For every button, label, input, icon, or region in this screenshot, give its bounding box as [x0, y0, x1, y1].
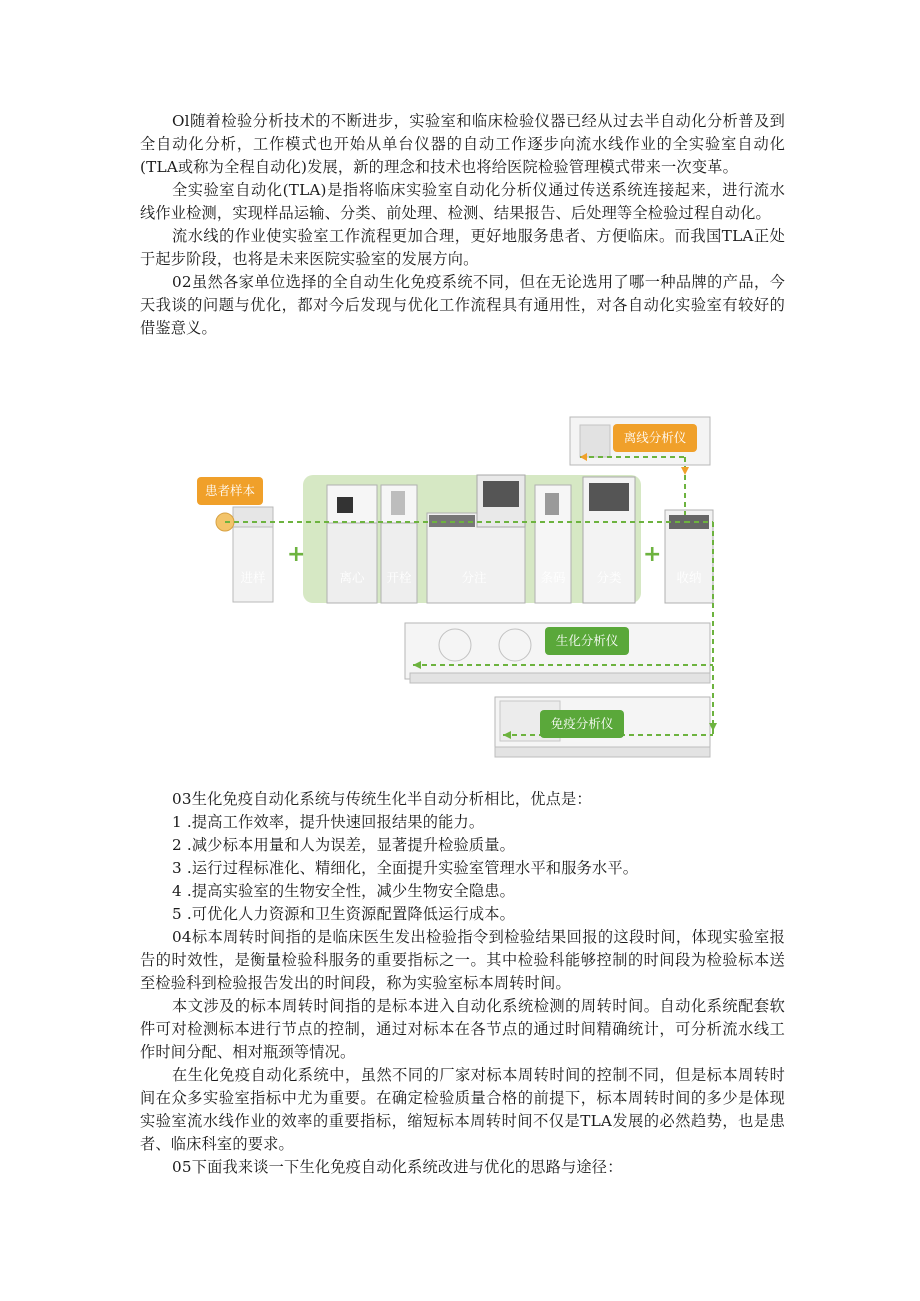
module-label-sorter: 分类: [596, 570, 622, 585]
patient-sample-tag: 患者样本: [197, 477, 263, 505]
paragraph-tla-definition: 全实验室自动化(TLA)是指将临床实验室自动化分析仪通过传送系统连接起来，进行流水线作业检测，实现样品运输、分类、前处理、检测、结果报告、后处理等全检验过程自动化。: [140, 181, 785, 222]
section-03-intro: 03生化免疫自动化系统与传统生化半自动分析相比，优点是：: [172, 790, 592, 808]
offline-analyzer-tag: 离线分析仪: [613, 424, 697, 452]
biochem-analyzer-tag: 生化分析仪: [545, 627, 629, 655]
paragraph-tat-importance: 在生化免疫自动化系统中，虽然不同的厂家对标本周转时间的控制不同，但是标本周转时间在众多实验室指标中尤为重要。在确定检验质量合格的前提下，标本周转时间的多少是体现实验室流水线作业的效率的重要指标，缩短标本周转时间不仅是TLA发展的必然趋势，也是患者、临床科室的要求。: [140, 1066, 785, 1153]
paragraph-02: 02虽然各家单位选择的全自动生化免疫系统不同，但在无论选用了哪一种品牌的产品，今天我谈的问题与优化，都对今后发现与优化工作流程具有通用性，对各自动化实验室有较好的借鉴意义。: [140, 273, 785, 337]
body-text-block: [140, 788, 785, 1179]
module-label-aliquot: 分注: [461, 570, 487, 585]
advantage-item-1: 1 .提高工作效率，提升快速回报结果的能力。: [172, 813, 485, 831]
module-label-decapper: 开栓: [386, 570, 412, 585]
plus-sign-right: +: [643, 542, 662, 567]
advantage-item-3: 3 .运行过程标准化、精细化，全面提升实验室管理水平和服务水平。: [172, 859, 639, 877]
module-label-stocker: 收纳: [676, 570, 702, 585]
paragraph-05: 05下面我来谈一下生化免疫自动化系统改进与优化的思路与途径：: [172, 1158, 623, 1176]
paragraph-01: Ol随着检验分析技术的不断进步，实验室和临床检验仪器已经从过去半自动化分析普及到全自动化分析，工作模式也开始从单台仪器的自动工作逐步向流水线作业的全实验室自动化(TLA或称为全程自动化)发展，新的理念和技术也将给医院检验管理模式带来一次变革。: [140, 112, 785, 176]
paragraph-tat-scope: 本文涉及的标本周转时间指的是标本进入自动化系统检测的周转时间。自动化系统配套软件可对检测标本进行节点的控制，通过对标本在各节点的通过时间精确统计，可分析流水线工作时间分配、相对瓶颈等情况。: [140, 997, 785, 1061]
intro-text-block: [140, 110, 785, 340]
plus-sign-left: +: [287, 542, 306, 567]
module-label-input: 进样: [240, 570, 266, 585]
module-label-centrifuge: 离心: [339, 570, 365, 585]
advantage-item-2: 2 .减少标本用量和人为误差，显著提升检验质量。: [172, 836, 516, 854]
advantage-item-5: 5 .可优化人力资源和卫生资源配置降低运行成本。: [172, 905, 516, 923]
paragraph-04: 04标本周转时间指的是临床医生发出检验指令到检验结果回报的这段时间，体现实验室报告的时效性，是衡量检验科服务的重要指标之一。其中检验科能够控制的时间段为检验标本送至检验科到检验报告发出的时间段，称为实验室标本周转时间。: [140, 928, 785, 992]
immuno-analyzer-tag: 免疫分析仪: [540, 710, 624, 738]
paragraph-tla-status: 流水线的作业使实验室工作流程更加合理，更好地服务患者、方便临床。而我国TLA正处于起步阶段，也将是未来医院实验室的发展方向。: [140, 227, 785, 268]
automation-line-diagram: [185, 405, 730, 775]
offline-down-arrow-head: [681, 467, 689, 475]
stocker-module: [665, 510, 713, 603]
module-label-barcode: 条码: [540, 570, 566, 585]
diagram-graphics: [185, 405, 730, 775]
advantage-item-4: 4 .提高实验室的生物安全性，减少生物安全隐患。: [172, 882, 516, 900]
